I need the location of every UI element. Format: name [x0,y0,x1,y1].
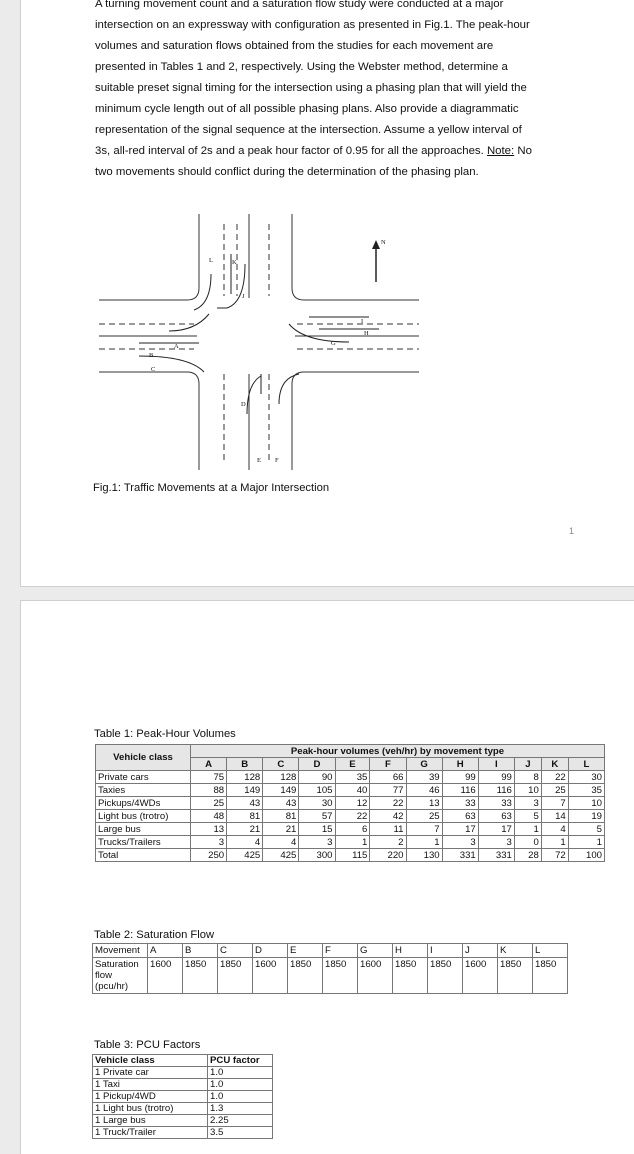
page-2 [20,600,634,1154]
problem-line: volumes and saturation flows obtained from the studies for each movement are [95,40,494,52]
table1-cell: 99 [478,771,514,784]
north-arrow-head [372,240,380,249]
table2-flow-cell: 1850 [393,958,428,994]
table3-value: 1.3 [208,1103,273,1115]
table1-cell: 10 [568,797,604,810]
table-row [96,784,605,797]
table1-cell: 22 [370,797,406,810]
label-b: B [149,352,154,359]
table1-cell: 77 [370,784,406,797]
table2-title: Table 2: Saturation Flow [94,929,215,941]
note-label: Note: [486,145,515,157]
table1-cell: 331 [478,849,514,862]
table3-col2: PCU factor [208,1055,273,1067]
problem-line: presented in Tables 1 and 2, respectively. Using the Webster method, determine a [95,61,508,73]
movement-l-arrow [194,274,211,310]
problem-line-text: 3s, all-red interval of 2s and a peak hour factor of 0.95 for all the approaches. [95,145,484,157]
table1-row-label: Total [96,849,191,862]
table1-cell: 1 [514,823,541,836]
table1-row-label: Large bus [96,823,191,836]
table1-cell: 4 [227,836,263,849]
table1-cell: 2 [370,836,406,849]
table2-movement-cell: D [253,944,288,958]
table1-cell: 63 [478,810,514,823]
label-i: I [361,318,364,325]
table3-label: 1 Private car [93,1067,208,1079]
table1-cell: 48 [191,810,227,823]
table1-cell: 250 [191,849,227,862]
table1-movement-header: G [406,758,442,771]
table1-cell: 10 [514,784,541,797]
table2-movement-cell: E [288,944,323,958]
table1-cell: 149 [227,784,263,797]
problem-line: representation of the signal sequence at the intersection. Assume a yellow interval of [95,124,522,136]
table1-movement-header: K [541,758,568,771]
table1-cell: 300 [299,849,335,862]
table3-label: 1 Truck/Trailer [93,1127,208,1139]
table1-row-label: Private cars [96,771,191,784]
table1-cell: 35 [568,784,604,797]
table-row [96,797,605,810]
curb-ne [292,214,419,300]
table2-movement-cell: K [498,944,533,958]
intersection-diagram [99,214,419,470]
table2-flow-cell: 1850 [183,958,218,994]
table1-row-label: Trucks/Trailers [96,836,191,849]
table2-flow-cell: 1850 [533,958,568,994]
table1-cell: 43 [263,797,299,810]
table1-cell: 8 [514,771,541,784]
table-row [96,849,605,862]
table2-flow-cell: 1850 [428,958,463,994]
table1-cell: 220 [370,849,406,862]
problem-line: intersection on an expressway with configuration as presented in Fig.1. The peak-hour [95,19,530,31]
table-row [96,810,605,823]
table1-cell: 40 [335,784,370,797]
table-row [96,836,605,849]
label-d: D [241,401,246,408]
table2-movement-cell: B [183,944,218,958]
table1-cell: 7 [406,823,442,836]
table1-cell: 1 [541,836,568,849]
table1-cell: 72 [541,849,568,862]
table1-title: Table 1: Peak-Hour Volumes [94,728,236,740]
table1-cell: 21 [263,823,299,836]
table1-cell: 39 [406,771,442,784]
table1-cell: 17 [442,823,478,836]
table1-group-header: Peak-hour volumes (veh/hr) by movement type [191,745,605,758]
table2-flow-cell: 1600 [463,958,498,994]
table1-cell: 90 [299,771,335,784]
table1-cell: 100 [568,849,604,862]
label-l: L [209,257,213,264]
table-row [93,1091,273,1103]
table1-cell: 5 [514,810,541,823]
table2-flow-cell: 1600 [253,958,288,994]
page-number: 1 [569,526,575,536]
table1-body [96,771,605,862]
table1-cell: 28 [514,849,541,862]
table1-movement-header: J [514,758,541,771]
table2-flow-cell: 1850 [218,958,253,994]
label-e: E [257,457,261,464]
table1-cell: 425 [263,849,299,862]
table1-movement-header: F [370,758,406,771]
table1-cell: 1 [335,836,370,849]
table1-cell: 0 [514,836,541,849]
problem-line: minimum cycle length out of all possible phasing plans. Also provide a diagrammatic [95,103,519,115]
table1-cell: 13 [406,797,442,810]
curb-nw [99,214,199,300]
table1-cell: 33 [442,797,478,810]
note-text: No [514,145,532,157]
table1-cell: 33 [478,797,514,810]
table1-cell: 331 [442,849,478,862]
table1-row-label: Taxies [96,784,191,797]
label-j: J [242,293,245,300]
table2-movement-cell: G [358,944,393,958]
table1-cell: 116 [478,784,514,797]
table2-row1-label: Movement [93,944,148,958]
table3-value: 1.0 [208,1067,273,1079]
table2-movement-row [93,944,568,958]
table1-cell: 116 [442,784,478,797]
table1-cell: 6 [335,823,370,836]
table1-cell: 99 [442,771,478,784]
table1-cell: 42 [370,810,406,823]
table1-cell: 12 [335,797,370,810]
table1-cell: 15 [299,823,335,836]
label-c: C [151,366,156,373]
table1-cell: 3 [299,836,335,849]
table2-movement-cell: C [218,944,253,958]
movement-a-arrow [169,314,209,331]
table1-cell: 88 [191,784,227,797]
table1-cell: 11 [370,823,406,836]
table1-cell: 128 [227,771,263,784]
label-k: K [232,259,237,266]
table1-movement-header: D [299,758,335,771]
table3-label: 1 Light bus (trotro) [93,1103,208,1115]
table1-cell: 425 [227,849,263,862]
curb-sw [99,372,199,470]
table1-cell: 3 [514,797,541,810]
table1-cell: 22 [541,771,568,784]
table2-flow-cell: 1600 [148,958,183,994]
table1-movement-header: B [227,758,263,771]
table1-cell: 1 [406,836,442,849]
pcu-factors-table [92,1054,273,1139]
table-row [93,1067,273,1079]
table1-cell: 130 [406,849,442,862]
label-north: N [381,239,386,246]
table1-cell: 4 [263,836,299,849]
problem-line: two movements should conflict during the determination of the phasing plan. [95,166,479,178]
table1-cell: 115 [335,849,370,862]
table1-cell: 22 [335,810,370,823]
table1-movement-header: I [478,758,514,771]
table1-cell: 3 [478,836,514,849]
table1-movement-header: C [263,758,299,771]
table1-cell: 105 [299,784,335,797]
table3-label: 1 Taxi [93,1079,208,1091]
table1-cell: 57 [299,810,335,823]
table1-cell: 14 [541,810,568,823]
table-row [93,1079,273,1091]
table1-cell: 35 [335,771,370,784]
problem-line: A turning movement count and a saturation flow study were conducted at a major [95,0,504,10]
table3-body [93,1067,273,1139]
table2-flow-cell: 1600 [358,958,393,994]
table-row [96,771,605,784]
table1-cell: 25 [541,784,568,797]
table2-movement-cell: F [323,944,358,958]
table1-cell: 3 [442,836,478,849]
movement-f-arrow [279,374,299,404]
table1-cell: 4 [541,823,568,836]
table1-cell: 13 [191,823,227,836]
table3-value: 1.0 [208,1091,273,1103]
table1-movement-header: L [568,758,604,771]
problem-line: suitable preset signal timing for the intersection using a phasing plan that will yield the [95,82,527,94]
peak-hour-volumes-table [95,744,605,862]
problem-line [95,141,577,162]
table1-cell: 81 [263,810,299,823]
table1-cell: 30 [299,797,335,810]
table3-label: 1 Pickup/4WD [93,1091,208,1103]
table3-col1: Vehicle class [93,1055,208,1067]
table2-flow-row [93,958,568,994]
label-g: G [331,340,336,347]
table-row [93,1103,273,1115]
table2-movement-cell: A [148,944,183,958]
table2-movement-cell: L [533,944,568,958]
label-f: F [275,457,279,464]
curb-se [292,372,419,470]
table1-row-header: Vehicle class [96,745,191,771]
table1-cell: 43 [227,797,263,810]
table2-movement-cell: H [393,944,428,958]
movement-g-arrow [289,324,349,342]
table3-value: 2.25 [208,1115,273,1127]
label-h: H [364,330,369,337]
table1-cell: 128 [263,771,299,784]
table3-title: Table 3: PCU Factors [94,1039,201,1051]
table1-cell: 17 [478,823,514,836]
table1-cell: 63 [442,810,478,823]
table1-cell: 7 [541,797,568,810]
table1-cell: 149 [263,784,299,797]
table1-movement-header: H [442,758,478,771]
table3-value: 3.5 [208,1127,273,1139]
table1-cell: 81 [227,810,263,823]
table-row [93,1127,273,1139]
page-1 [20,0,634,587]
table2-flow-cell: 1850 [288,958,323,994]
table2-movement-cell: I [428,944,463,958]
table-row [96,823,605,836]
table1-row-label: Pickups/4WDs [96,797,191,810]
table-row [93,1115,273,1127]
saturation-flow-table [92,943,568,994]
table1-cell: 30 [568,771,604,784]
figure-caption: Fig.1: Traffic Movements at a Major Intersection [93,482,330,494]
table1-movement-header: E [335,758,370,771]
table1-cell: 5 [568,823,604,836]
table3-value: 1.0 [208,1079,273,1091]
table2-flow-cell: 1850 [498,958,533,994]
table1-cell: 75 [191,771,227,784]
problem-statement [95,0,577,183]
table1-cell: 21 [227,823,263,836]
table1-cell: 25 [406,810,442,823]
table1-cell: 19 [568,810,604,823]
table1-row-label: Light bus (trotro) [96,810,191,823]
table2-row2-label: Saturation flow (pcu/hr) [93,958,148,994]
table2-movement-cell: J [463,944,498,958]
table2-flow-cell: 1850 [323,958,358,994]
table1-cell: 3 [191,836,227,849]
table3-label: 1 Large bus [93,1115,208,1127]
table1-cell: 46 [406,784,442,797]
table1-movement-header: A [191,758,227,771]
table1-cell: 25 [191,797,227,810]
label-a: A [174,343,179,350]
table1-cell: 66 [370,771,406,784]
table1-cell: 1 [568,836,604,849]
